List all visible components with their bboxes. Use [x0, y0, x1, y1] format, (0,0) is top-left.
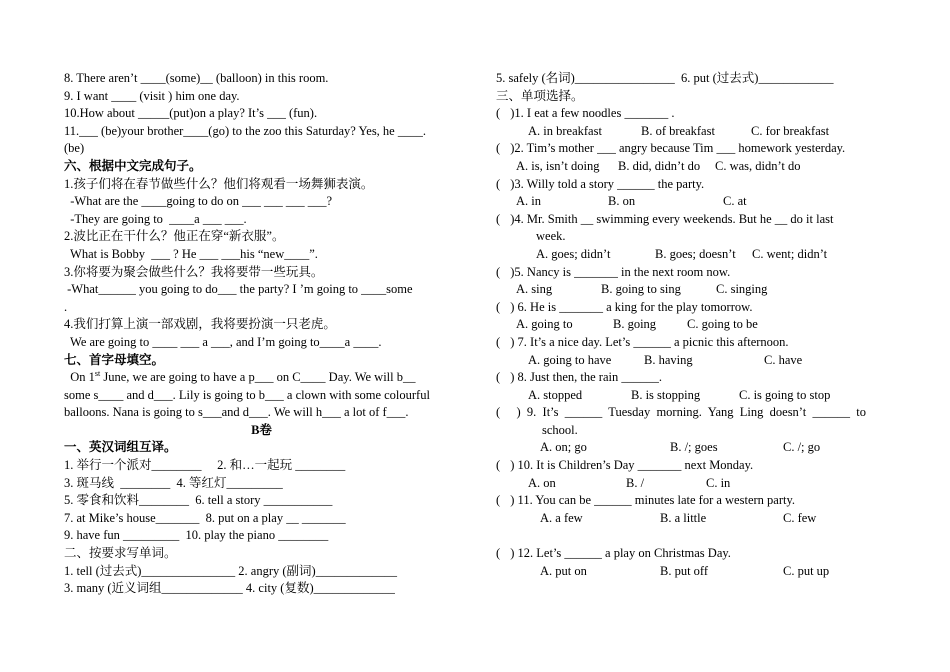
text-line: 10.How about _____(put)on a play? It’s ___ (fun).: [64, 106, 318, 121]
question-line: [496, 140, 896, 158]
option-b: B. of breakfast: [641, 123, 715, 138]
text-line: balloons. Nana is going to s___and d___. We will h___ a lot of f___.: [64, 405, 409, 420]
question-text: ) 6. He is _______ a king for the play tomorrow.: [504, 299, 753, 314]
text-line: some s____ and d___. Lily is going to b___ a clown with some colourful: [64, 387, 430, 402]
text-line: On 1st June, we are going to have a p___ on C____ Day. We will b__: [64, 368, 416, 385]
option-b: B. on: [608, 194, 636, 209]
question-line-cont: [496, 422, 896, 440]
options-line: [496, 387, 896, 405]
question-text: ) 9. It’s ______ Tuesday morning. Yang Ling doesn’t ______ to: [504, 405, 866, 420]
question-line: [496, 404, 896, 422]
option-c: C. /; go: [783, 440, 821, 455]
question-text: )4. Mr. Smith __ swimming every weekends. But he __ do it last: [504, 211, 834, 226]
text-line: 7. at Mike’s house_______ 8. put on a play __ _______: [64, 510, 346, 525]
text-line: 5. safely (名词)________________ 6. put (过去式)____________: [496, 71, 834, 85]
option-a: A. on: [528, 475, 556, 490]
section-heading: 二、按要求写单词。: [64, 546, 177, 561]
answer-paren: (: [496, 405, 501, 420]
answer-paren: (: [496, 458, 501, 473]
text-line: -What______ you going to do___ the party? I ’m going to ____some: [64, 282, 413, 297]
answer-paren: (: [496, 211, 501, 226]
ordinal-suffix: st: [94, 368, 101, 378]
text-line: 4.我们打算上演一部戏剧，我将要扮演一只老虎。: [64, 317, 336, 332]
option-b: B. going: [613, 317, 657, 332]
option-c: C. is going to stop: [739, 387, 831, 402]
option-c: C. have: [764, 352, 803, 367]
text-line: 5. 零食和饮料________ 6. tell a story ___________: [64, 493, 333, 508]
text-line: -They are going to ____a ___ ___.: [64, 211, 247, 226]
option-a: A. in breakfast: [528, 123, 602, 138]
option-c: C. in: [706, 475, 731, 490]
question-line: [496, 457, 896, 475]
option-a: A. goes; didn’t: [536, 246, 611, 261]
question-line: [496, 369, 896, 387]
option-b: B. /: [626, 475, 645, 490]
options-line: [496, 352, 896, 370]
option-b: B. did, didn’t do: [618, 158, 701, 173]
text-line: 3. 斑马线 ________ 4. 等红灯_________: [64, 475, 283, 490]
text-line: We are going to ____ ___ a ___, and I’m going to____a ____.: [64, 334, 382, 349]
text-line: 3. many (近义词组_____________ 4. city (复数)_____________: [64, 581, 395, 596]
text-line: (be): [64, 141, 85, 156]
option-b: B. going to sing: [601, 282, 681, 297]
text-line: 1. 举行一个派对________ 2. 和…一起玩 ________: [64, 458, 346, 473]
option-b: B. a little: [660, 510, 707, 525]
options-line: [496, 246, 896, 264]
option-c: C. going to be: [687, 317, 758, 332]
text-line: 3.你将要为聚会做些什么？我将要带一些玩具。: [64, 264, 324, 279]
answer-paren: (: [496, 370, 501, 385]
text-line: .: [64, 299, 68, 314]
options-line: [496, 439, 896, 457]
option-a: A. sing: [516, 282, 553, 297]
question-text: ) 11. You can be ______ minutes late for a western party.: [504, 493, 796, 508]
option-c: C. was, didn’t do: [715, 158, 801, 173]
option-c: C. at: [723, 194, 747, 209]
option-a: A. is, isn’t doing: [516, 158, 600, 173]
text-line: 9. I want ____ (visit ) him one day.: [64, 88, 240, 103]
text-line: What is Bobby ___ ? He ___ ___his “new____”.: [64, 246, 318, 261]
section-heading: 七、首字母填空。: [64, 352, 165, 367]
option-b: B. put off: [660, 563, 709, 578]
options-line: [496, 510, 896, 528]
option-b: B. /; goes: [670, 440, 718, 455]
answer-paren: (: [496, 141, 501, 156]
options-line: [496, 563, 896, 581]
question-line: [496, 176, 896, 194]
options-line: [496, 193, 896, 211]
question-line: [496, 545, 896, 563]
section-heading: 三、单项选择。: [496, 88, 584, 103]
option-a: A. put on: [540, 563, 587, 578]
text-line: 8. There aren’t ____(some)__ (balloon) in this room.: [64, 71, 329, 85]
options-line: [496, 316, 896, 334]
question-list: [496, 105, 896, 580]
text-line: 9. have fun _________ 10. play the piano ________: [64, 528, 329, 543]
option-a: A. on; go: [540, 440, 587, 455]
question-text: ) 10. It is Children’s Day _______ next Monday.: [504, 458, 754, 473]
question-text: )1. I eat a few noodles _______ .: [504, 106, 675, 121]
option-b: B. having: [644, 352, 693, 367]
option-a: A. in: [516, 194, 541, 209]
left-column: [64, 70, 459, 598]
options-line: [496, 475, 896, 493]
text-line: 11.___ (be)your brother____(go) to the zoo this Saturday? Yes, he ____.: [64, 123, 426, 138]
question-line-cont: [496, 228, 896, 246]
text-line: -What are the ____going to do on ___ ___ ___ ___?: [64, 194, 333, 209]
question-text-cont: school.: [542, 422, 578, 437]
options-line: [496, 281, 896, 299]
option-c: C. singing: [716, 282, 768, 297]
question-text: ) 8. Just then, the rain ______.: [504, 370, 662, 385]
answer-paren: (: [496, 493, 501, 508]
option-c: C. went; didn’t: [752, 246, 828, 261]
question-line: [496, 299, 896, 317]
question-text: ) 12. Let’s ______ a play on Christmas Day.: [504, 546, 731, 561]
option-a: A. stopped: [528, 387, 583, 402]
option-c: C. for breakfast: [751, 123, 830, 138]
question-line: [496, 105, 896, 123]
option-c: C. few: [783, 510, 817, 525]
question-line: [496, 211, 896, 229]
question-text: )5. Nancy is _______ in the next room now.: [504, 264, 731, 279]
option-a: A. a few: [540, 510, 583, 525]
text-line: 1. tell (过去式)_______________ 2. angry (副词)_____________: [64, 563, 397, 578]
option-b: B. goes; doesn’t: [655, 246, 736, 261]
option-c: C. put up: [783, 563, 830, 578]
question-line: [496, 492, 896, 510]
option-a: A. going to: [516, 317, 573, 332]
question-text: )3. Willy told a story ______ the party.: [504, 176, 705, 191]
text-line: 1.孩子们将在春节做些什么？他们将观看一场舞狮表演。: [64, 176, 374, 191]
option-b: B. is stopping: [631, 387, 701, 402]
part-title: B卷: [251, 422, 272, 437]
options-line: [496, 123, 896, 141]
answer-paren: (: [496, 176, 501, 191]
question-text-cont: week.: [536, 229, 566, 244]
question-text: )2. Tim’s mother ___ angry because Tim ___ homework yesterday.: [504, 141, 846, 156]
question-line: [496, 264, 896, 282]
answer-paren: (: [496, 264, 501, 279]
options-line: [496, 158, 896, 176]
section-heading: 六、根据中文完成句子。: [64, 158, 202, 173]
answer-paren: (: [496, 334, 501, 349]
question-line: [496, 334, 896, 352]
answer-paren: (: [496, 299, 501, 314]
section-heading: 一、英汉词组互译。: [64, 440, 177, 455]
text-line: 2.波比正在干什么？他正在穿“新衣服”。: [64, 229, 285, 244]
question-text: ) 7. It’s a nice day. Let’s ______ a picnic this afternoon.: [504, 334, 789, 349]
answer-paren: (: [496, 106, 501, 121]
right-column: [496, 70, 896, 580]
spacer: [496, 527, 896, 545]
answer-paren: (: [496, 546, 501, 561]
option-a: A. going to have: [528, 352, 612, 367]
